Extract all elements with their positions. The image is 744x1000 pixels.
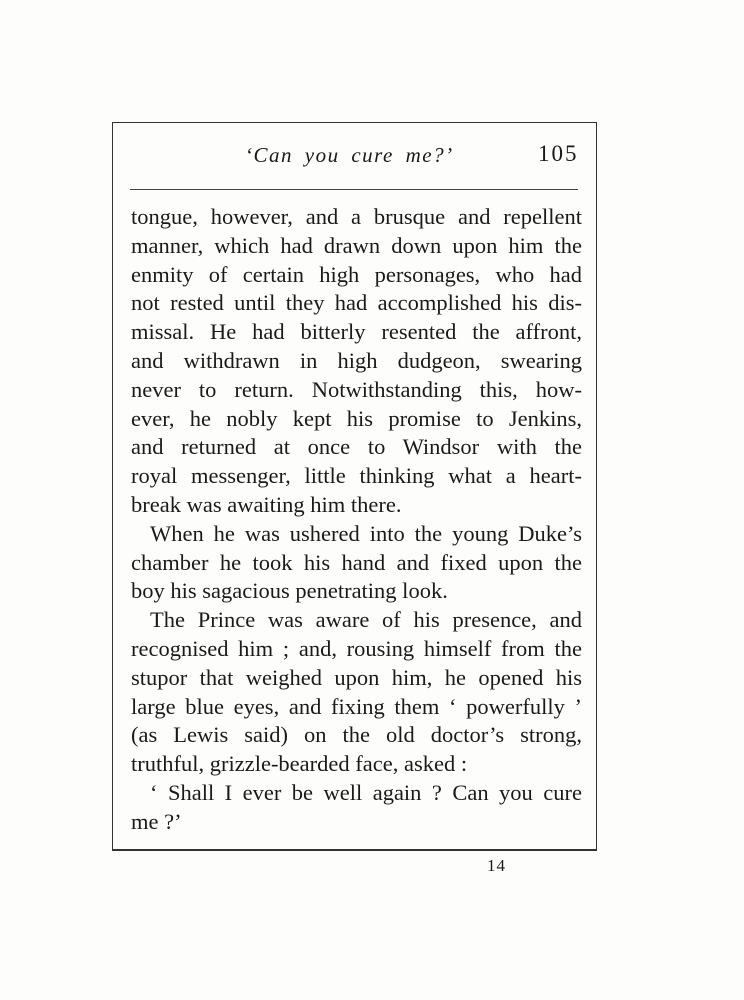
running-title: ‘Can you cure me?’ (245, 143, 454, 167)
text-line: break was awaiting him there. (131, 491, 402, 517)
text-line: tongue, however, and a brusque and repellent (131, 204, 582, 229)
text-line: manner, which had drawn down upon him the (131, 232, 582, 258)
text-line: large blue eyes, and fixing them ‘ powerfully ’ (131, 693, 582, 719)
text-line: not rested until they had accomplished his dis- (131, 290, 582, 316)
text-line: When he was ushered into the young Duke’s (150, 520, 582, 546)
text-line: The Prince was aware of his presence, and (150, 607, 582, 633)
text-line: enmity of certain high personages, who had (131, 261, 582, 287)
text-line: royal messenger, little thinking what a heart- (131, 463, 582, 489)
text-line: never to return. Notwithstanding this, how- (131, 376, 582, 402)
text-line: chamber he took his hand and fixed upon the (131, 549, 582, 575)
text-line: truthful, grizzle-bearded face, asked : (131, 751, 468, 777)
text-line: me ?’ (131, 808, 182, 834)
text-line: missal. He had bitterly resented the affront, (131, 319, 582, 345)
text-line: recognised him ; and, rousing himself from the (131, 635, 582, 661)
text-line: and returned at once to Windsor with the (131, 434, 582, 460)
text-line: boy his sagacious penetrating look. (131, 578, 448, 604)
signature-mark: 14 (487, 856, 506, 875)
text-line: and withdrawn in high dudgeon, swearing (131, 347, 582, 373)
text-line: stupor that weighed upon him, he opened his (131, 664, 582, 690)
header-rule (130, 189, 578, 190)
page-number: 105 (538, 141, 579, 166)
text-line: ever, he nobly kept his promise to Jenkins, (131, 405, 582, 431)
body-text (131, 203, 582, 837)
text-line: (as Lewis said) on the old doctor’s strong, (131, 722, 582, 748)
text-line: ‘ Shall I ever be well again ? Can you cure (150, 779, 582, 805)
